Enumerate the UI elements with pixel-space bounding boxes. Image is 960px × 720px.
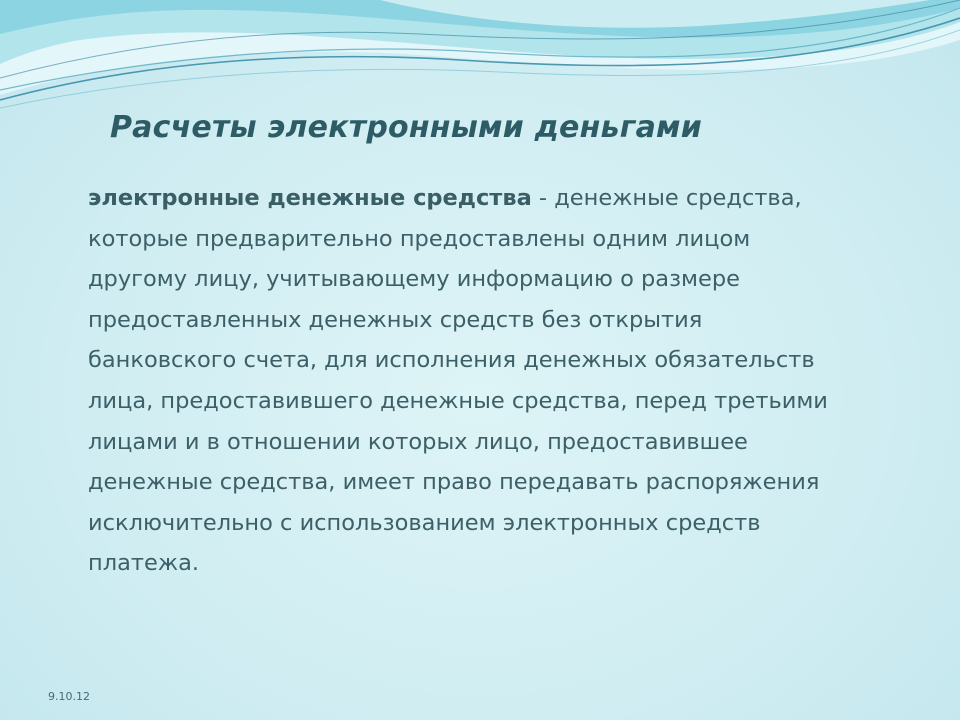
definition-paragraph bbox=[88, 178, 848, 584]
definition-term: электронные денежные средства bbox=[88, 185, 532, 211]
footer-date: 9.10.12 bbox=[48, 690, 90, 703]
slide-title: Расчеты электронными деньгами bbox=[110, 110, 702, 145]
definition-body: - денежные средства, которые предварительно предоставлены одним лицом другому лицу, учитывающему информацию о размере предоставленных денежных средств без открытия банковского счета, для исполнения денежных обязательств лица, предоставившего денежные средства, перед третьими лицами и в отношении которых лицо, предоставившее денежные средства, имеет право передавать распоряжения исключительно с использованием электронных средств платежа. bbox=[88, 185, 828, 577]
